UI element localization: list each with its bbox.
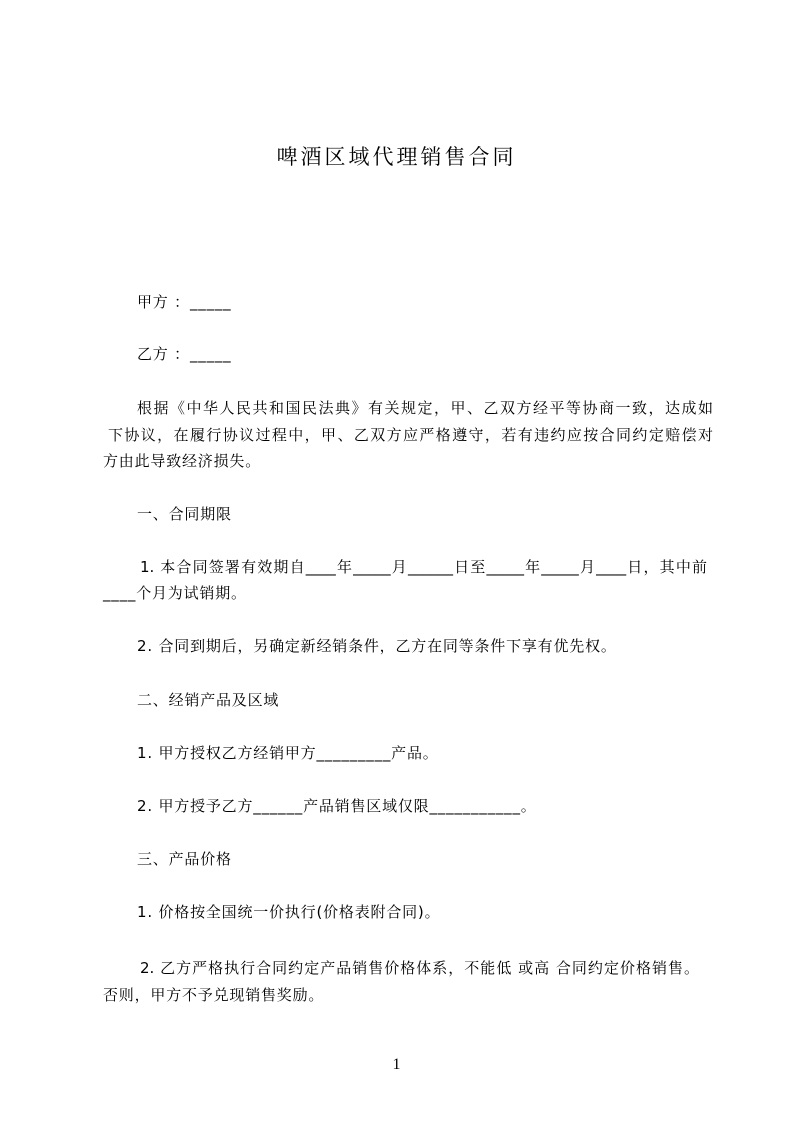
clause-line: 1. 价格按全国统一价执行(价格表附合同)。 [137, 903, 441, 921]
preamble-line: 根据《中华人民共和国民法典》有关规定，甲、乙双方经平等协商一致，达成如 [137, 399, 713, 417]
party-b-line: 乙方 ：_____ [137, 345, 232, 363]
document-title: 啤酒区域代理销售合同 [276, 145, 517, 169]
section-heading: 一、合同期限 [137, 505, 232, 523]
section-heading: 二、经销产品及区域 [137, 691, 280, 709]
party-a-line: 甲方 ：_____ [137, 293, 232, 311]
clause-line: 2. 乙方严格执行合同约定产品销售价格体系，不能低 或高 合同约定价格销售。 [140, 959, 699, 977]
section-heading: 三、产品价格 [137, 850, 232, 868]
clause-line: ____个月为试销期。 [103, 584, 247, 602]
clause-line: 2. 合同到期后，另确定新经销条件，乙方在同等条件下享有优先权。 [137, 637, 617, 655]
clause-line: 否则，甲方不予兑现销售奖励。 [103, 986, 325, 1004]
clause-line: 1. 甲方授权乙方经销甲方_________产品。 [137, 744, 439, 762]
clause-line: 1. 本合同签署有效期自____年_____月______日至_____年_____月____日，其中前 [140, 558, 707, 576]
clause-line: 2. 甲方授予乙方______产品销售区域仅限___________。 [137, 797, 537, 815]
preamble-line: 下协议，在履行协议过程中，甲、乙双方应严格遵守，若有违约应按合同约定赔偿对 [108, 426, 713, 444]
page-number: 1 [392, 1056, 401, 1073]
preamble-line: 方由此导致经济损失。 [103, 452, 262, 470]
